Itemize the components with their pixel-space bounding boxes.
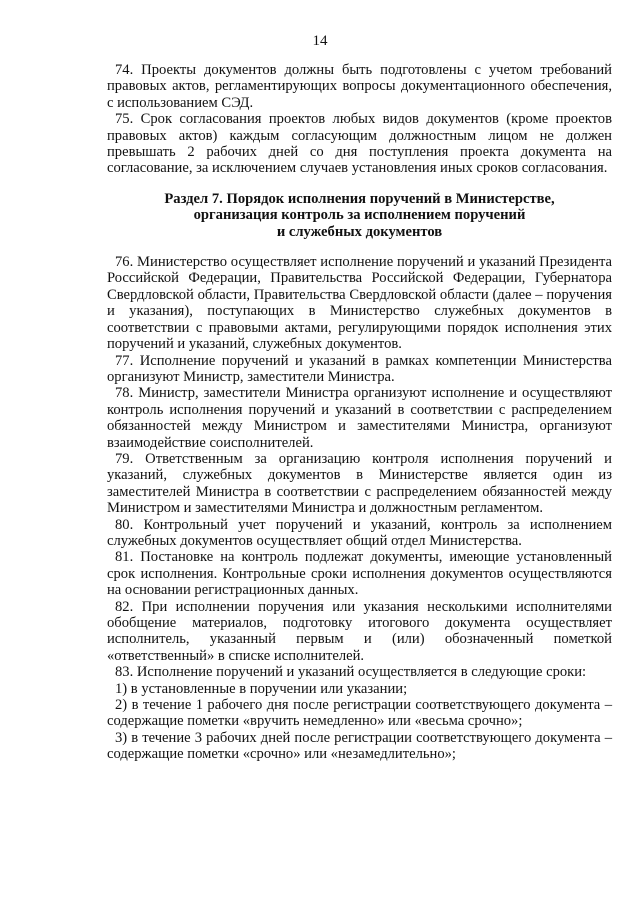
document-body xyxy=(107,62,612,763)
paragraph-75: 75. Срок согласования проектов любых видов документов (кроме проектов правовых актов) каждым согласующим должностным лицом не должен превышать 2 рабочих дней со дня поступления проекта документа на согласование, за исключением случаев установления иных сроков согласования. xyxy=(107,111,612,177)
paragraph-78: 78. Министр, заместители Министра организуют исполнение и осуществляют контроль исполнения поручений и указаний в соответствии с распределением обязанностей между Министром и заместителями Министра, организуют взаимодействие соисполнителей. xyxy=(107,385,612,451)
paragraph-76: 76. Министерство осуществляет исполнение поручений и указаний Президента Российской Федерации, Правительства Российской Федерации, Губернатора Свердловской области, Правительства Свердловской области (далее – поручения и указания), поступающих в Министерство служебных документов в соответствии с правовыми актами, регулирующими порядок исполнения этих поручений и указаний, служебных документов. xyxy=(107,254,612,353)
deadline-item-3: 3) в течение 3 рабочих дней после регистрации соответствующего документа – содержащие пометки «срочно» или «незамедлительно»; xyxy=(107,729,612,763)
paragraph-74: 74. Проекты документов должны быть подготовлены с учетом требований правовых актов, регламентирующих вопросы документационного обеспечения, с использованием СЭД. xyxy=(107,62,612,111)
paragraph-81: 81. Постановке на контроль подлежат документы, имеющие установленный срок исполнения. Контрольные сроки исполнения документов осуществляются на основании регистрационных данных. xyxy=(107,549,612,599)
paragraph-83: 83. Исполнение поручений и указаний осуществляется в следующие сроки: xyxy=(115,664,587,681)
paragraph-79: 79. Ответственным за организацию контроля исполнения поручений и указаний, служебных документов в Министерстве является один из заместителей Министра в соответствии с распределением обязанностей между Министром и заместителями Министра и должностным регламентом. xyxy=(107,450,612,517)
paragraph-80: 80. Контрольный учет поручений и указаний, контроль за исполнением служебных документов осуществляет общий отдел Министерства. xyxy=(107,516,612,549)
deadline-item-1: 1) в установленные в поручении или указании; xyxy=(115,680,408,697)
paragraph-82: 82. При исполнении поручения или указания несколькими исполнителями обобщение материалов, подготовку итогового документа осуществляет исполнитель, указанный первым и (или) обозначенный пометкой «ответственный» в списке исполнителей. xyxy=(107,598,612,664)
paragraph-77: 77. Исполнение поручений и указаний в рамках компетенции Министерства организуют Министр, заместители Министра. xyxy=(107,352,612,385)
deadline-item-2: 2) в течение 1 рабочего дня после регистрации соответствующего документа – содержащие пометки «вручить немедленно» или «весьма срочно»; xyxy=(107,697,612,730)
section-heading: Раздел 7. Порядок исполнения поручений в Министерстве, организация контроль за исполнением поручений и служебных документов xyxy=(164,190,555,240)
page-number: 14 xyxy=(312,33,328,49)
